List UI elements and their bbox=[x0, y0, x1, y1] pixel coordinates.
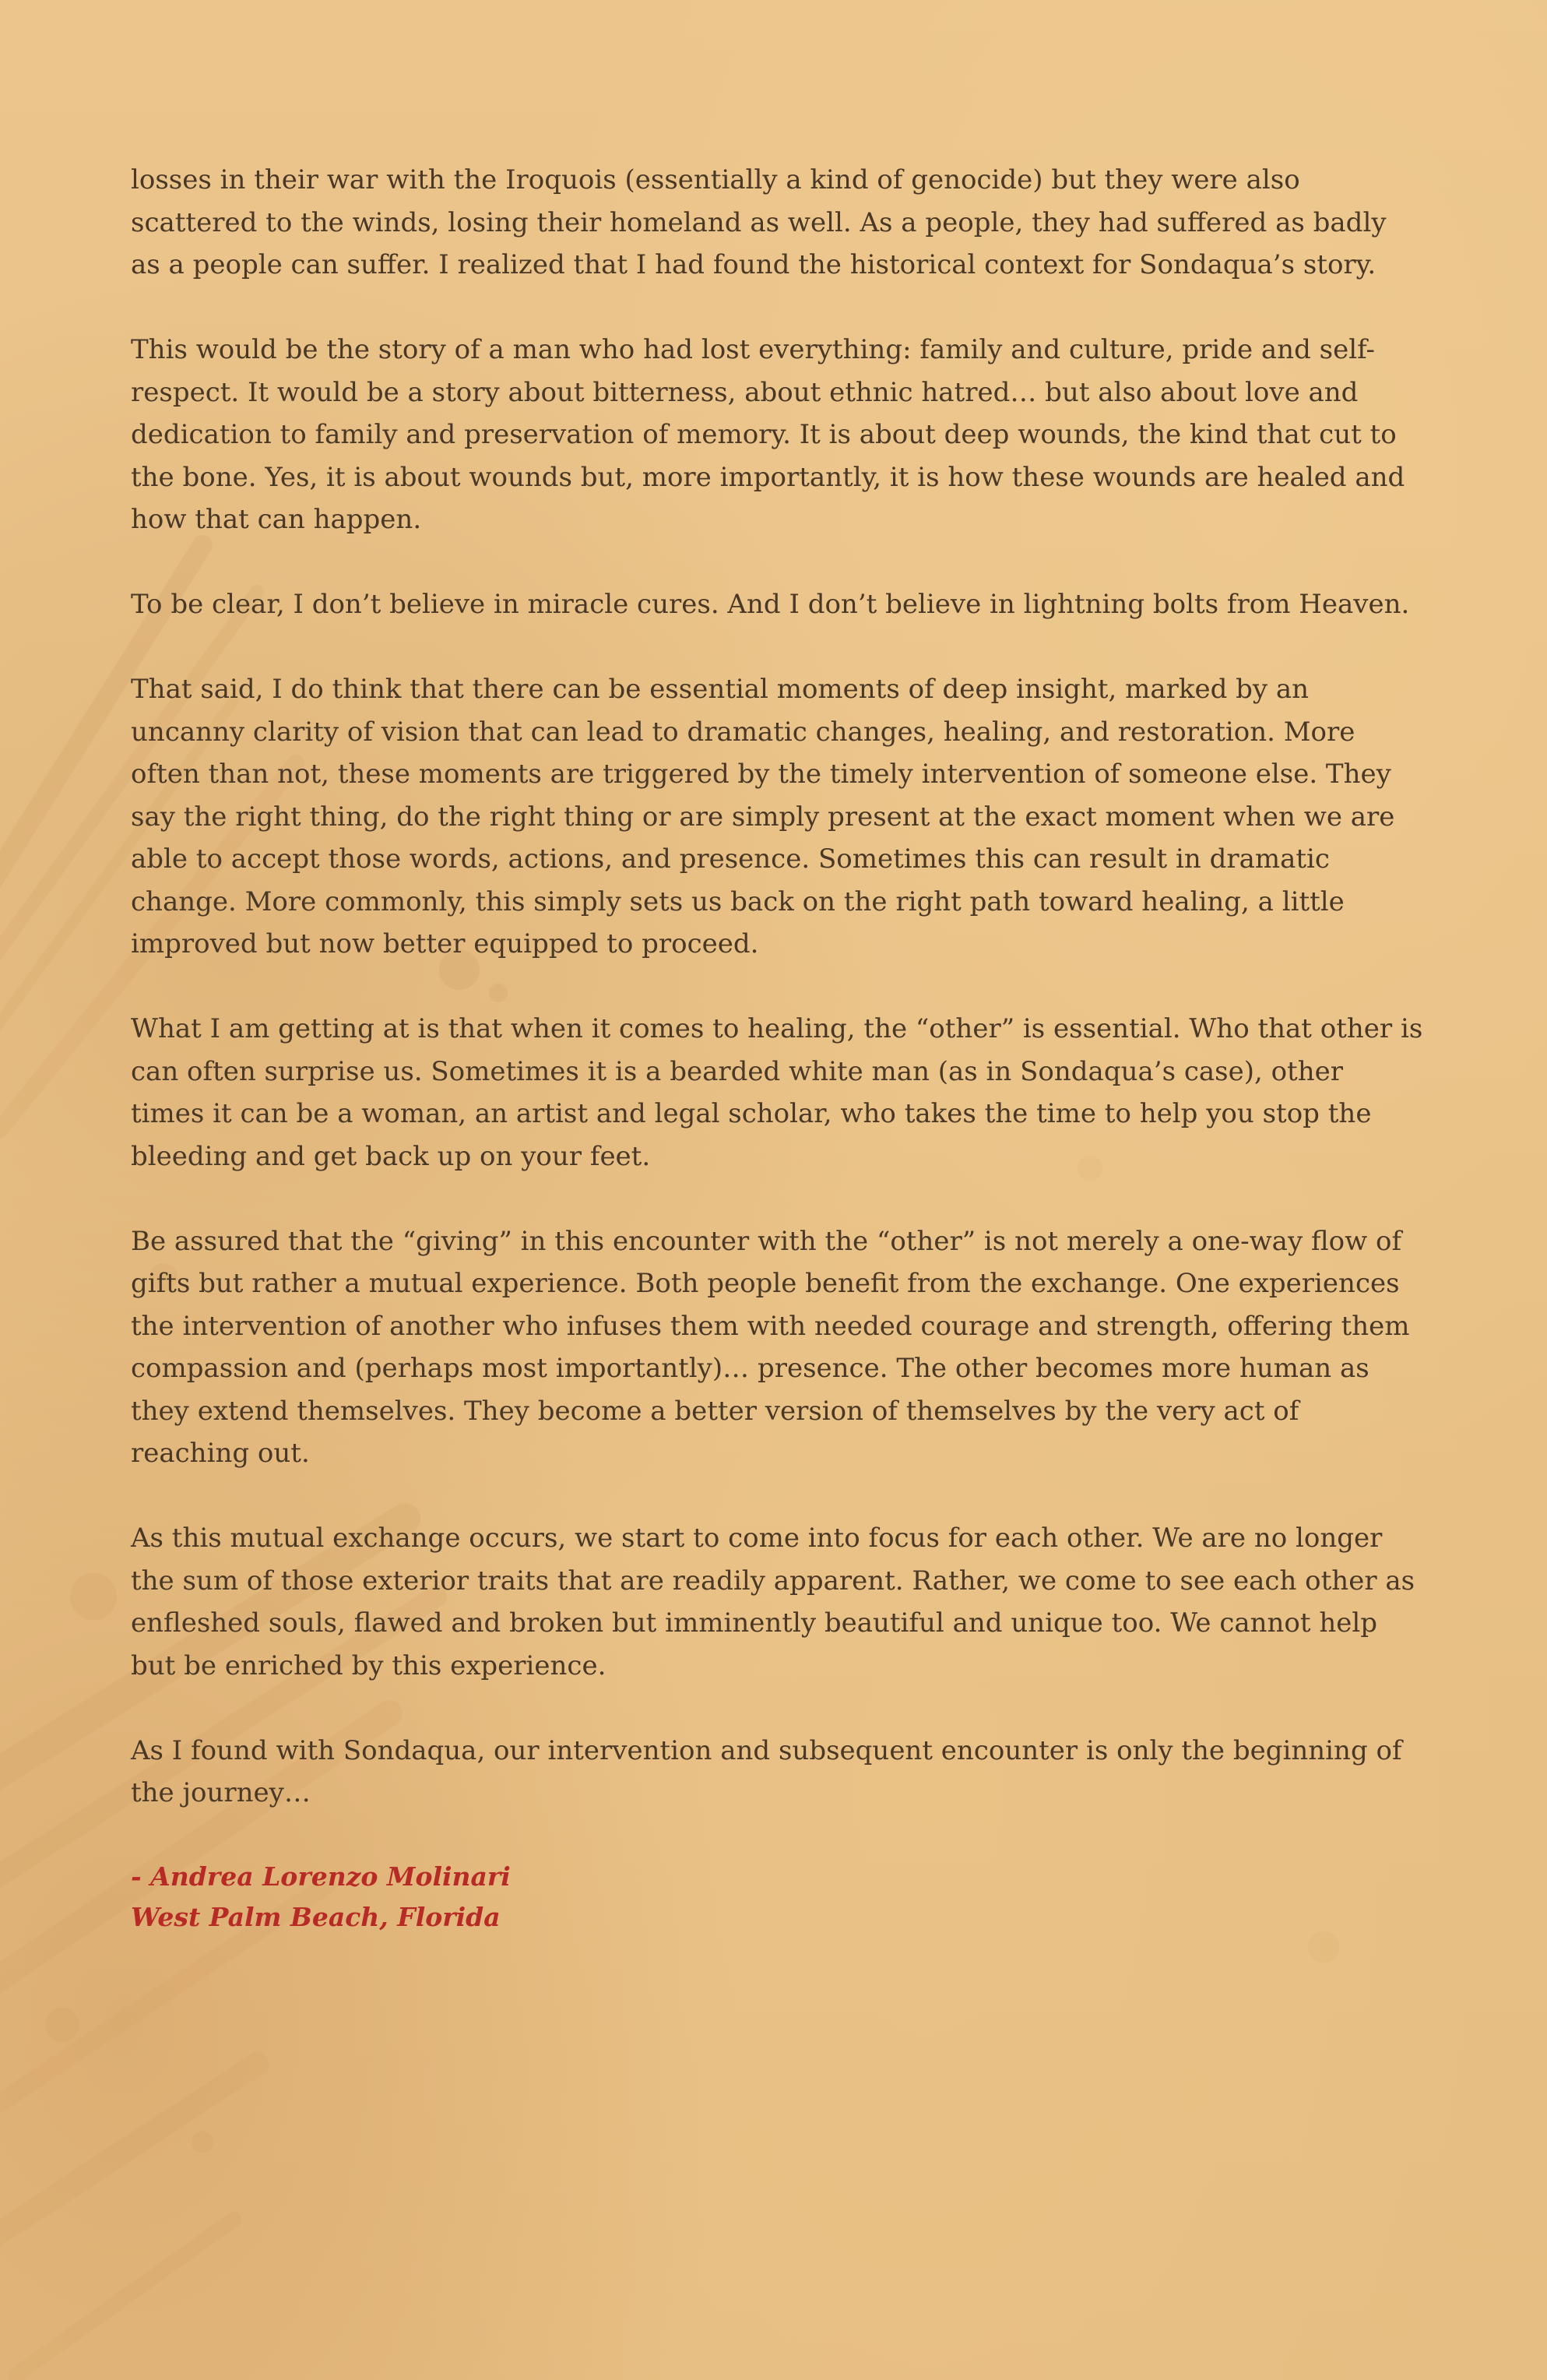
paragraph-1: losses in their war with the Iroquois (essentially a kind of genocide) but they were also scattered to the winds, losing their homeland as well. As a people, they had suffered as badly as a people can suffer. I realized that I had found the historical context for Sondaqua’s story. bbox=[131, 164, 1387, 280]
essay-body bbox=[131, 159, 1423, 1938]
paragraph-6: Be assured that the “giving” in this encounter with the “other” is not merely a one-way flow of gifts but rather a mutual experience. Both people benefit from the exchange. One experiences the intervention of another who infuses them with needed courage and strength, offering them compassion and (perhaps most importantly)… presence. The other becomes more human as they extend themselves. They become a better version of themselves by the very act of reaching out. bbox=[131, 1225, 1410, 1469]
paragraph-7: As this mutual exchange occurs, we start to come into focus for each other. We are no longer the sum of those exterior traits that are readily apparent. Rather, we come to see each other as enfleshed souls, flawed and broken but imminently beautiful and unique too. We cannot help but be enriched by this experience. bbox=[131, 1523, 1415, 1681]
author-name: - Andrea Lorenzo Molinari bbox=[131, 1861, 511, 1892]
paragraph-4: That said, I do think that there can be essential moments of deep insight, marked by an uncanny clarity of vision that can lead to dramatic changes, healing, and restoration. More often than not, these moments are triggered by the timely intervention of someone else. They say the right thing, do the right thing or are simply present at the exact moment when we are able to accept those words, actions, and presence. Sometimes this can result in dramatic change. More commonly, this simply sets us back on the right path toward healing, a little improved but now better equipped to proceed. bbox=[131, 674, 1395, 959]
paragraph-8: As I found with Sondaqua, our intervention and subsequent encounter is only the beginning of the journey… bbox=[131, 1734, 1402, 1808]
paragraph-5: What I am getting at is that when it comes to healing, the “other” is essential. Who that other is can often surprise us. Sometimes it is a bearded white man (as in Sondaqua’s case), other times it can be a woman, an artist and legal scholar, who takes the time to help you stop the bleeding and get back up on your feet. bbox=[131, 1013, 1423, 1172]
paragraph-2: This would be the story of a man who had lost everything: family and culture, pride and self-respect. It would be a story about bitterness, about ethnic hatred… but also about love and dedication to family and preservation of memory. It is about deep wounds, the kind that cut to the bone. Yes, it is about wounds but, more importantly, it is how these wounds are healed and how that can happen. bbox=[131, 334, 1405, 535]
author-location: West Palm Beach, Florida bbox=[131, 1902, 501, 1932]
paragraph-3: To be clear, I don’t believe in miracle cures. And I don’t believe in lightning bolts from Heaven. bbox=[131, 589, 1410, 620]
signature-block bbox=[131, 1857, 1423, 1938]
